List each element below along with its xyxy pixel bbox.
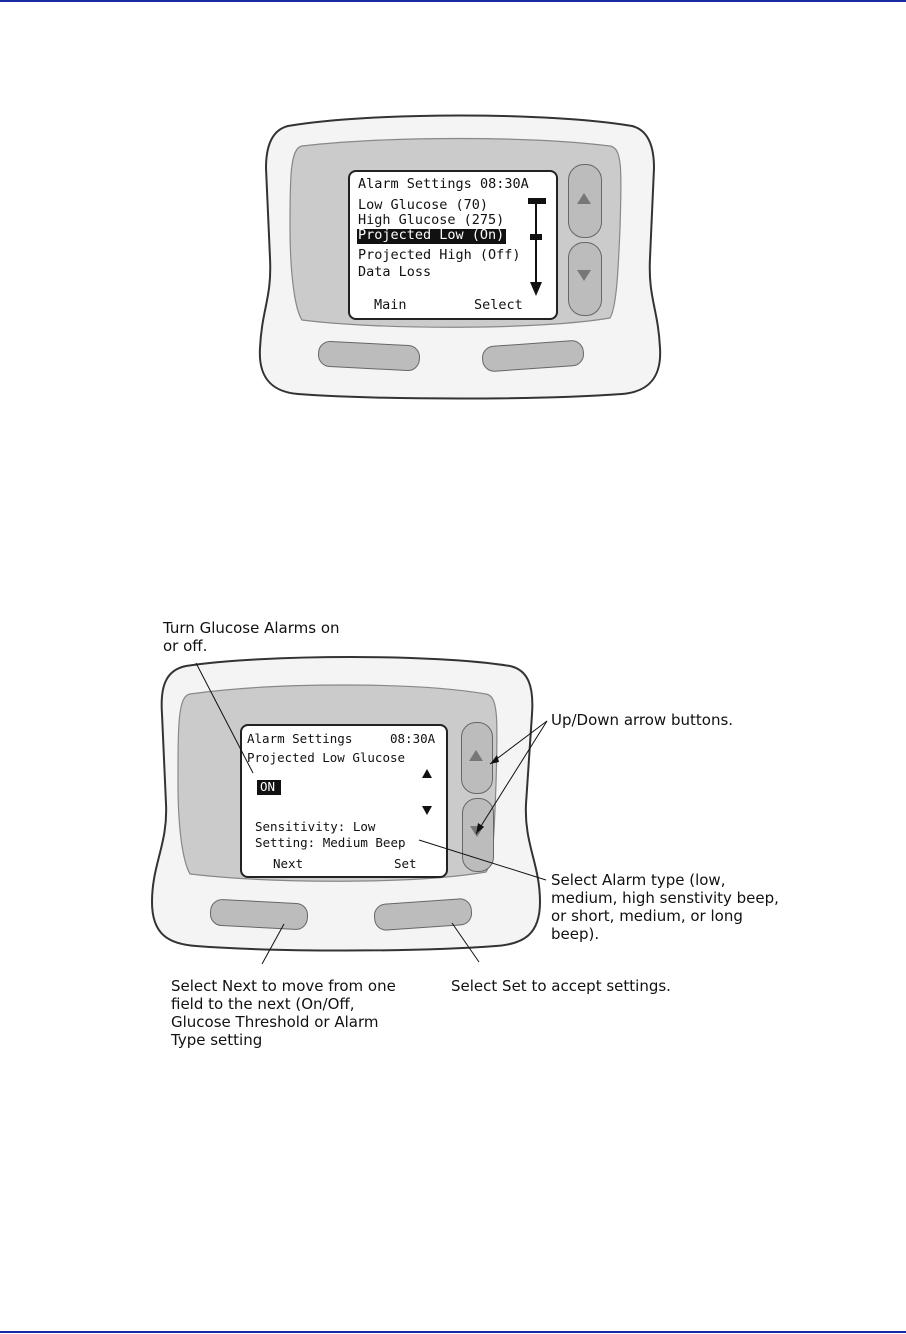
screen-time: 08:30A — [479, 176, 529, 192]
menu-item-high-glucose[interactable]: High Glucose (275) — [358, 212, 505, 228]
callout-next-button: Select Next to move from one field to the next (On/Off, Glucose Threshold or Alarm Type setting — [171, 977, 396, 1049]
menu-item-projected-low[interactable]: Projected Low (On) — [358, 227, 505, 243]
callout-arrow-buttons: Up/Down arrow buttons. — [551, 711, 734, 729]
callout-alarm-type: Select Alarm type (low, medium, high senstivity beep, or short, medium, or long beep). — [551, 871, 779, 943]
callout-alarms-on-off: Turn Glucose Alarms on or off. — [163, 619, 340, 655]
softkey-label-set: Set — [394, 856, 417, 871]
screen-subtitle: Projected Low Glucose — [247, 750, 406, 765]
screen-title-2: Alarm Settings — [247, 731, 353, 746]
softkey-label-main: Main — [374, 297, 407, 313]
menu-item-data-loss[interactable]: Data Loss — [358, 264, 432, 280]
bottom-rule — [0, 1331, 906, 1333]
callout-set-button: Select Set to accept settings. — [451, 977, 671, 995]
on-off-toggle[interactable]: ON — [257, 780, 281, 795]
screen-title: Alarm Settings — [358, 176, 472, 192]
menu-item-projected-high[interactable]: Projected High (Off) — [358, 247, 521, 263]
softkey-label-next: Next — [273, 856, 304, 871]
menu-item-low-glucose[interactable]: Low Glucose (70) — [358, 197, 489, 213]
setting-line[interactable]: Setting: Medium Beep — [255, 835, 406, 850]
sensitivity-line[interactable]: Sensitivity: Low — [255, 819, 376, 834]
softkey-label-select: Select — [474, 297, 523, 313]
screen-time-2: 08:30A — [390, 731, 436, 746]
